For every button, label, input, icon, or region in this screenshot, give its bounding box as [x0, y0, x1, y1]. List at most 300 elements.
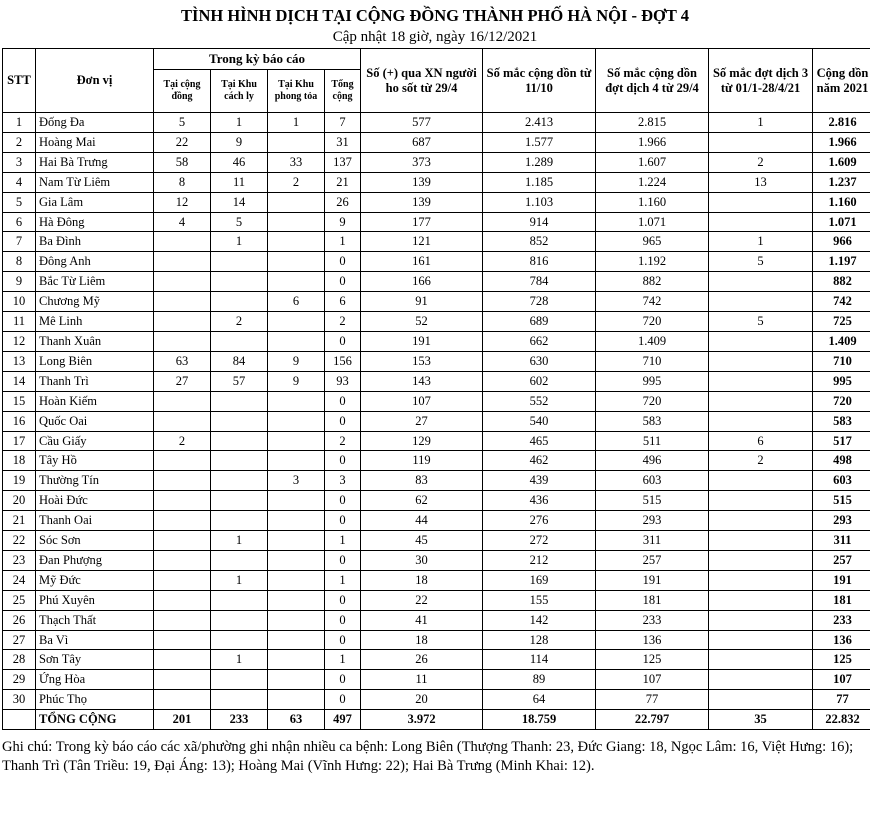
cell-cong-don-2021: 1.609: [813, 152, 870, 172]
cell-so-mac-dot3: 1: [709, 113, 813, 133]
cell-don-vi: Sóc Sơn: [36, 531, 154, 551]
cell-cong-don-2021: 311: [813, 531, 870, 551]
cell-so-mac-1110: 1.289: [483, 152, 596, 172]
cell-tong-cong: 1: [325, 232, 361, 252]
cell-so-xn: 11: [361, 670, 483, 690]
cell-so-mac-1110: 552: [483, 391, 596, 411]
cell-tong-cong: 0: [325, 610, 361, 630]
cell-so-mac-dot3: [709, 610, 813, 630]
cell-so-mac-1110: 155: [483, 590, 596, 610]
cell-so-mac-dot4: 125: [596, 650, 709, 670]
cell-so-mac-dot3: [709, 550, 813, 570]
cell-tai-khu-phong-toa: [268, 570, 325, 590]
cell-tai-khu-phong-toa: [268, 650, 325, 670]
cell-so-mac-dot4: 1.607: [596, 152, 709, 172]
cell-so-mac-1110: 114: [483, 650, 596, 670]
cell-tong-cong: 7: [325, 113, 361, 133]
cell-tai-cong-dong: [154, 690, 211, 710]
cell-tai-khu-phong-toa: 2: [268, 172, 325, 192]
total-label: TỔNG CỘNG: [36, 710, 154, 730]
cell-stt: 13: [3, 351, 36, 371]
cell-stt: 4: [3, 172, 36, 192]
cell-so-mac-dot3: [709, 630, 813, 650]
cell-so-mac-1110: 602: [483, 371, 596, 391]
cell-so-mac-dot3: [709, 411, 813, 431]
table-row: [3, 491, 870, 511]
table-row: [3, 630, 870, 650]
cell-don-vi: Mỹ Đức: [36, 570, 154, 590]
cell-so-mac-dot4: 742: [596, 292, 709, 312]
cell-stt: 6: [3, 212, 36, 232]
cell-tong-cong: 9: [325, 212, 361, 232]
cell-don-vi: Bắc Từ Liêm: [36, 272, 154, 292]
table-row: [3, 391, 870, 411]
cell-cong-don-2021: 1.409: [813, 331, 870, 351]
cell-tai-khu-cach-ly: 46: [211, 152, 268, 172]
cell-so-mac-dot3: [709, 132, 813, 152]
cell-tong-cong: 0: [325, 451, 361, 471]
cell-so-mac-dot4: 583: [596, 411, 709, 431]
cell-so-mac-dot4: 311: [596, 531, 709, 551]
cell-tai-khu-phong-toa: 9: [268, 351, 325, 371]
cell-cong-don-2021: 125: [813, 650, 870, 670]
cell-so-mac-dot4: 511: [596, 431, 709, 451]
cell-tai-khu-phong-toa: [268, 690, 325, 710]
cell-tai-khu-phong-toa: [268, 451, 325, 471]
cell-tai-khu-phong-toa: [268, 511, 325, 531]
cell-so-mac-dot3: [709, 272, 813, 292]
cell-so-xn: 27: [361, 411, 483, 431]
cell-tai-cong-dong: [154, 491, 211, 511]
cell-tai-cong-dong: [154, 391, 211, 411]
header-cong-don-2021: Cộng dồn năm 2021: [813, 49, 870, 113]
cell-so-mac-dot3: 2: [709, 152, 813, 172]
cell-so-mac-dot3: 2: [709, 451, 813, 471]
cell-tai-cong-dong: 4: [154, 212, 211, 232]
table-row: [3, 451, 870, 471]
cell-tai-khu-phong-toa: 1: [268, 113, 325, 133]
cell-so-mac-1110: 64: [483, 690, 596, 710]
cell-tai-cong-dong: 5: [154, 113, 211, 133]
cell-so-xn: 20: [361, 690, 483, 710]
cell-don-vi: Sơn Tây: [36, 650, 154, 670]
cell-cong-don-2021: 720: [813, 391, 870, 411]
header-so-mac-dot3: Số mắc đợt dịch 3 từ 01/1-28/4/21: [709, 49, 813, 113]
cell-so-xn: 139: [361, 172, 483, 192]
cell-stt: 19: [3, 471, 36, 491]
cell-so-mac-dot3: [709, 650, 813, 670]
cell-stt: 21: [3, 511, 36, 531]
cell-tai-khu-cach-ly: [211, 331, 268, 351]
cell-tong-cong: 0: [325, 331, 361, 351]
cell-tong-cong: 1: [325, 570, 361, 590]
cell-don-vi: Hoàng Mai: [36, 132, 154, 152]
table-row: [3, 650, 870, 670]
cell-so-mac-1110: 169: [483, 570, 596, 590]
cell-tai-khu-cach-ly: [211, 411, 268, 431]
cell-tong-cong: 21: [325, 172, 361, 192]
cell-tai-cong-dong: [154, 650, 211, 670]
cell-tong-cong: 6: [325, 292, 361, 312]
cell-tai-cong-dong: [154, 312, 211, 332]
cell-tai-khu-phong-toa: [268, 411, 325, 431]
cell-so-mac-1110: 689: [483, 312, 596, 332]
cell-stt: 29: [3, 670, 36, 690]
cell-don-vi: Đông Anh: [36, 252, 154, 272]
cell-so-mac-1110: 852: [483, 232, 596, 252]
cell-tai-khu-phong-toa: 6: [268, 292, 325, 312]
cell-so-xn: 107: [361, 391, 483, 411]
cell-tai-khu-cach-ly: 1: [211, 232, 268, 252]
cell-so-mac-dot4: 1.224: [596, 172, 709, 192]
cell-tai-cong-dong: [154, 570, 211, 590]
cell-stt: 9: [3, 272, 36, 292]
cell-cong-don-2021: 603: [813, 471, 870, 491]
cell-tai-khu-phong-toa: [268, 252, 325, 272]
cell-tai-khu-phong-toa: [268, 431, 325, 451]
cell-so-mac-dot3: [709, 690, 813, 710]
cell-so-mac-dot3: [709, 212, 813, 232]
cell-tai-cong-dong: 2: [154, 431, 211, 451]
cell-cong-don-2021: 136: [813, 630, 870, 650]
cell-tai-cong-dong: 27: [154, 371, 211, 391]
cell-so-mac-1110: 465: [483, 431, 596, 451]
table-row: [3, 192, 870, 212]
cell-tong-cong: 137: [325, 152, 361, 172]
cell-tai-khu-cach-ly: 14: [211, 192, 268, 212]
cell-so-mac-dot4: 496: [596, 451, 709, 471]
cell-so-mac-1110: 462: [483, 451, 596, 471]
cell-stt: 27: [3, 630, 36, 650]
cell-tai-cong-dong: [154, 411, 211, 431]
cell-tai-khu-phong-toa: [268, 212, 325, 232]
cell-tai-cong-dong: 12: [154, 192, 211, 212]
cell-tai-cong-dong: [154, 331, 211, 351]
cell-stt: 28: [3, 650, 36, 670]
cell-tai-khu-phong-toa: [268, 391, 325, 411]
table-row: [3, 351, 870, 371]
cell-don-vi: Hoài Đức: [36, 491, 154, 511]
cell-don-vi: Thanh Oai: [36, 511, 154, 531]
cell-stt: 11: [3, 312, 36, 332]
cell-tai-khu-cach-ly: 84: [211, 351, 268, 371]
cell-cong-don-2021: 995: [813, 371, 870, 391]
cell-tai-khu-cach-ly: 9: [211, 132, 268, 152]
table-row: [3, 113, 870, 133]
cell-tong-cong: 3: [325, 471, 361, 491]
cell-don-vi: Thạch Thất: [36, 610, 154, 630]
cell-so-mac-dot4: 77: [596, 690, 709, 710]
table-row: [3, 531, 870, 551]
table-row: [3, 292, 870, 312]
header-stt: STT: [3, 49, 36, 113]
cell-so-mac-dot4: 882: [596, 272, 709, 292]
cell-so-mac-1110: 1.103: [483, 192, 596, 212]
cell-stt: 8: [3, 252, 36, 272]
cell-cong-don-2021: 1.197: [813, 252, 870, 272]
cell-tai-khu-phong-toa: [268, 232, 325, 252]
cell-so-mac-dot3: [709, 670, 813, 690]
cell-tong-cong: 93: [325, 371, 361, 391]
cell-cong-don-2021: 191: [813, 570, 870, 590]
total-so-mac-dot3: 35: [709, 710, 813, 730]
header-tai-khu-cach-ly: Tại Khu cách ly: [211, 70, 268, 113]
cell-tai-cong-dong: [154, 590, 211, 610]
cell-tai-cong-dong: [154, 252, 211, 272]
cell-so-xn: 121: [361, 232, 483, 252]
cell-so-mac-dot3: 5: [709, 312, 813, 332]
cell-tai-khu-phong-toa: [268, 550, 325, 570]
cell-stt: 3: [3, 152, 36, 172]
cell-cong-don-2021: 1.160: [813, 192, 870, 212]
cell-so-xn: 62: [361, 491, 483, 511]
cell-stt: 22: [3, 531, 36, 551]
cell-tong-cong: 156: [325, 351, 361, 371]
cell-cong-don-2021: 742: [813, 292, 870, 312]
table-row: [3, 152, 870, 172]
cell-don-vi: Tây Hồ: [36, 451, 154, 471]
table-row: [3, 172, 870, 192]
header-so-xn: Số (+) qua XN người ho sốt từ 29/4: [361, 49, 483, 113]
cell-tong-cong: 2: [325, 431, 361, 451]
cell-so-xn: 26: [361, 650, 483, 670]
header-so-mac-1110: Số mắc cộng dồn từ 11/10: [483, 49, 596, 113]
cell-so-mac-1110: 439: [483, 471, 596, 491]
cell-cong-don-2021: 515: [813, 491, 870, 511]
table-row: [3, 371, 870, 391]
cell-so-mac-dot4: 603: [596, 471, 709, 491]
cell-tai-cong-dong: [154, 670, 211, 690]
cell-so-mac-dot3: [709, 371, 813, 391]
cell-so-mac-1110: 276: [483, 511, 596, 531]
cell-so-xn: 373: [361, 152, 483, 172]
cell-so-xn: 577: [361, 113, 483, 133]
cell-tong-cong: 0: [325, 252, 361, 272]
cell-tai-khu-cach-ly: [211, 511, 268, 531]
cell-stt: 14: [3, 371, 36, 391]
table-row: [3, 471, 870, 491]
cell-tai-cong-dong: [154, 531, 211, 551]
table-row: [3, 312, 870, 332]
cell-so-mac-dot4: 1.966: [596, 132, 709, 152]
cell-don-vi: Ứng Hòa: [36, 670, 154, 690]
cell-tai-cong-dong: [154, 272, 211, 292]
cell-so-mac-dot3: [709, 491, 813, 511]
cell-tai-khu-cach-ly: [211, 451, 268, 471]
cell-cong-don-2021: 1.237: [813, 172, 870, 192]
cell-stt: 30: [3, 690, 36, 710]
cell-so-mac-dot4: 136: [596, 630, 709, 650]
cell-so-mac-dot4: 257: [596, 550, 709, 570]
cell-so-xn: 139: [361, 192, 483, 212]
cell-so-mac-dot3: [709, 192, 813, 212]
cell-stt: 15: [3, 391, 36, 411]
cell-so-xn: 45: [361, 531, 483, 551]
cell-tong-cong: 0: [325, 411, 361, 431]
cell-don-vi: Hà Đông: [36, 212, 154, 232]
cell-don-vi: Quốc Oai: [36, 411, 154, 431]
cell-don-vi: Thường Tín: [36, 471, 154, 491]
cell-tai-khu-cach-ly: [211, 471, 268, 491]
cell-tong-cong: 0: [325, 670, 361, 690]
total-tong-cong: 497: [325, 710, 361, 730]
cell-cong-don-2021: 233: [813, 610, 870, 630]
cell-tai-cong-dong: [154, 610, 211, 630]
table-row: [3, 690, 870, 710]
table-row: [3, 431, 870, 451]
cell-stt: 10: [3, 292, 36, 312]
cell-cong-don-2021: 181: [813, 590, 870, 610]
cell-so-mac-dot4: 515: [596, 491, 709, 511]
cell-so-mac-dot4: 1.192: [596, 252, 709, 272]
cell-so-mac-dot3: [709, 292, 813, 312]
cell-so-xn: 52: [361, 312, 483, 332]
cell-tai-cong-dong: [154, 232, 211, 252]
cell-tai-khu-cach-ly: 1: [211, 570, 268, 590]
table-body: [3, 113, 870, 710]
cell-tai-khu-cach-ly: 5: [211, 212, 268, 232]
cell-tong-cong: 26: [325, 192, 361, 212]
header-tong-cong: Tổng cộng: [325, 70, 361, 113]
cell-tong-cong: 0: [325, 550, 361, 570]
cell-cong-don-2021: 882: [813, 272, 870, 292]
cell-tai-cong-dong: [154, 550, 211, 570]
cell-so-mac-dot3: [709, 511, 813, 531]
cell-so-mac-dot4: 107: [596, 670, 709, 690]
cell-so-mac-1110: 128: [483, 630, 596, 650]
cell-so-mac-dot3: 6: [709, 431, 813, 451]
cell-tai-khu-phong-toa: 33: [268, 152, 325, 172]
cell-so-mac-1110: 436: [483, 491, 596, 511]
cell-tai-cong-dong: 8: [154, 172, 211, 192]
cell-tai-khu-cach-ly: 11: [211, 172, 268, 192]
cell-so-xn: 41: [361, 610, 483, 630]
table-row: [3, 331, 870, 351]
cell-tong-cong: 0: [325, 391, 361, 411]
cell-so-mac-dot4: 1.409: [596, 331, 709, 351]
total-tai-khu-cach-ly: 233: [211, 710, 268, 730]
cell-tai-khu-cach-ly: [211, 272, 268, 292]
cell-stt: 2: [3, 132, 36, 152]
cell-so-xn: 119: [361, 451, 483, 471]
total-tai-khu-phong-toa: 63: [268, 710, 325, 730]
cell-so-xn: 83: [361, 471, 483, 491]
cell-don-vi: Hoàn Kiếm: [36, 391, 154, 411]
cell-tong-cong: 31: [325, 132, 361, 152]
cell-stt: 25: [3, 590, 36, 610]
cell-tai-cong-dong: [154, 451, 211, 471]
cell-so-xn: 129: [361, 431, 483, 451]
cell-don-vi: Thanh Trì: [36, 371, 154, 391]
cell-don-vi: Đan Phượng: [36, 550, 154, 570]
cell-tai-khu-cach-ly: [211, 610, 268, 630]
cell-so-xn: 18: [361, 630, 483, 650]
table-row: [3, 212, 870, 232]
cell-cong-don-2021: 1.966: [813, 132, 870, 152]
cell-stt: 17: [3, 431, 36, 451]
cell-tai-khu-phong-toa: [268, 331, 325, 351]
cell-tai-cong-dong: [154, 292, 211, 312]
cell-tai-khu-cach-ly: [211, 292, 268, 312]
cell-so-xn: 191: [361, 331, 483, 351]
footnote: Ghi chú: Trong kỳ báo cáo các xã/phường ghi nhận nhiều ca bệnh: Long Biên (Thượng Thanh: 23, Đức Giang: 18, Ngọc Lâm: 16, Việt Hưng: 16); Thanh Trì (Tân Triều: 19, Đại Áng: 13); Hoàng Mai (Vĩnh Hưng: 22); Hai Bà Trưng (Minh Khai: 12).: [2, 739, 854, 775]
cell-don-vi: Ba Đình: [36, 232, 154, 252]
cell-so-xn: 166: [361, 272, 483, 292]
cell-tai-khu-cach-ly: [211, 630, 268, 650]
cell-so-mac-dot4: 995: [596, 371, 709, 391]
cell-cong-don-2021: 498: [813, 451, 870, 471]
cell-tai-cong-dong: [154, 630, 211, 650]
cell-stt: 20: [3, 491, 36, 511]
cell-so-mac-dot3: 5: [709, 252, 813, 272]
cell-tong-cong: 0: [325, 690, 361, 710]
cell-stt: 23: [3, 550, 36, 570]
cell-don-vi: Mê Linh: [36, 312, 154, 332]
cell-so-mac-1110: 1.577: [483, 132, 596, 152]
table-row: [3, 511, 870, 531]
cell-tong-cong: 2: [325, 312, 361, 332]
cell-tai-khu-phong-toa: [268, 312, 325, 332]
cell-tong-cong: 1: [325, 650, 361, 670]
header-don-vi: Đơn vị: [36, 49, 154, 113]
total-row: [3, 710, 870, 730]
cell-tai-cong-dong: [154, 511, 211, 531]
cell-stt: 5: [3, 192, 36, 212]
cell-so-mac-1110: 728: [483, 292, 596, 312]
cell-tai-khu-phong-toa: [268, 610, 325, 630]
cell-cong-don-2021: 725: [813, 312, 870, 332]
cell-so-mac-dot3: 1: [709, 232, 813, 252]
cell-cong-don-2021: 966: [813, 232, 870, 252]
cell-tai-khu-cach-ly: [211, 491, 268, 511]
cell-tai-khu-cach-ly: 1: [211, 531, 268, 551]
cell-tai-khu-phong-toa: [268, 132, 325, 152]
cell-so-mac-dot4: 191: [596, 570, 709, 590]
cell-cong-don-2021: 107: [813, 670, 870, 690]
cell-tai-khu-phong-toa: 9: [268, 371, 325, 391]
cell-so-mac-dot4: 233: [596, 610, 709, 630]
cell-cong-don-2021: 257: [813, 550, 870, 570]
total-so-mac-1110: 18.759: [483, 710, 596, 730]
total-cong-don-2021: 22.832: [813, 710, 870, 730]
cell-don-vi: Chương Mỹ: [36, 292, 154, 312]
table-row: [3, 232, 870, 252]
cell-tai-cong-dong: 22: [154, 132, 211, 152]
cell-so-mac-dot3: [709, 391, 813, 411]
cell-so-mac-1110: 784: [483, 272, 596, 292]
cell-so-mac-1110: 272: [483, 531, 596, 551]
table-row: [3, 590, 870, 610]
cell-so-mac-1110: 2.413: [483, 113, 596, 133]
cell-so-mac-dot4: 720: [596, 391, 709, 411]
page-title: TÌNH HÌNH DỊCH TẠI CỘNG ĐỒNG THÀNH PHỐ HÀ NỘI - ĐỢT 4: [181, 6, 689, 25]
cell-so-mac-dot4: 1.071: [596, 212, 709, 232]
cell-tai-khu-phong-toa: [268, 272, 325, 292]
cell-so-xn: 91: [361, 292, 483, 312]
cell-tai-khu-cach-ly: [211, 431, 268, 451]
cell-tai-khu-cach-ly: [211, 690, 268, 710]
table-row: [3, 570, 870, 590]
cell-so-xn: 161: [361, 252, 483, 272]
cell-so-xn: 687: [361, 132, 483, 152]
cell-tong-cong: 0: [325, 491, 361, 511]
cell-tong-cong: 0: [325, 272, 361, 292]
cell-so-mac-dot3: [709, 570, 813, 590]
cell-tai-khu-cach-ly: 2: [211, 312, 268, 332]
cell-tai-khu-phong-toa: [268, 590, 325, 610]
cell-so-mac-dot4: 1.160: [596, 192, 709, 212]
cell-tai-khu-cach-ly: [211, 391, 268, 411]
